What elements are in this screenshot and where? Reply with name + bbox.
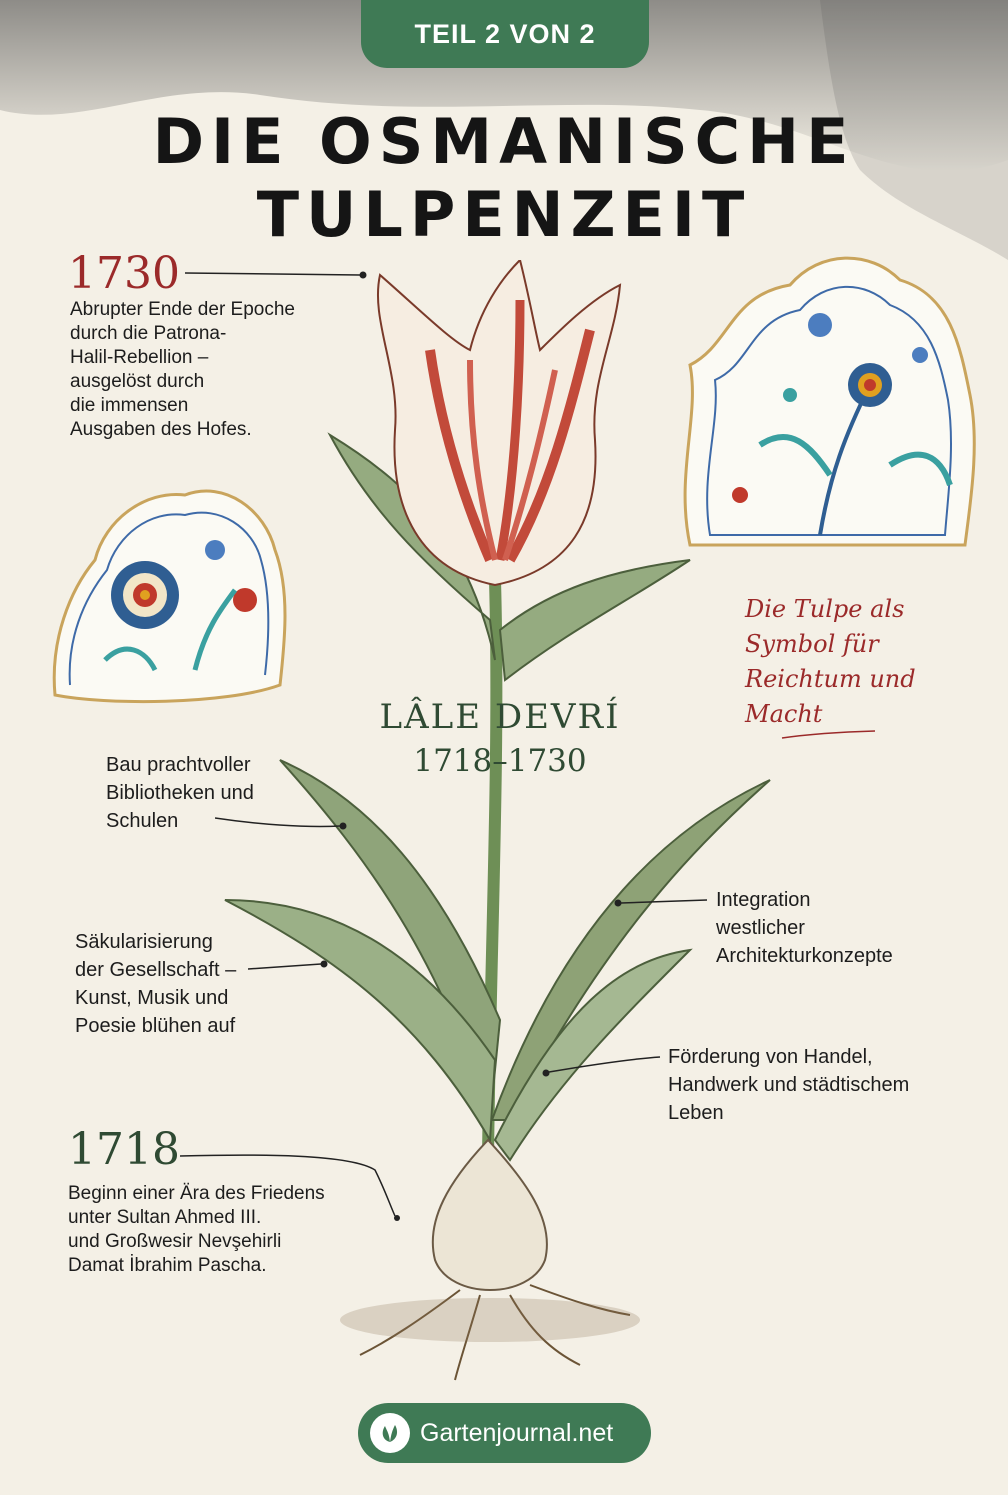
era-years: 1718–1730 [413, 743, 587, 779]
note-western: Integration westlicher Architekturkonzepte [716, 889, 893, 967]
footer-link[interactable] [358, 1403, 651, 1463]
part-badge: TEIL 2 VON 2 [361, 0, 649, 68]
era-label [340, 697, 660, 779]
year-1730: 1730 [68, 248, 180, 299]
footer-site-label: Gartenjournal.net [420, 1418, 614, 1447]
leader-line-secular [248, 957, 333, 975]
title-line-1: DIE OSMANISCHE [152, 105, 856, 178]
note-1730: Abrupter Ende der Epoche durch die Patrona- Halil-Rebellion – ausgelöst durch die immensen Ausgaben des Hofes. [70, 299, 295, 440]
leaf-logo-icon [370, 1413, 410, 1453]
leader-line-trade [540, 1053, 665, 1079]
leader-line-1730 [185, 268, 375, 282]
leader-line-libraries [215, 812, 350, 836]
note-trade: Förderung von Handel, Handwerk und städtischem Leben [668, 1046, 910, 1124]
script-underline [780, 728, 880, 742]
leader-line-western [612, 896, 712, 910]
script-note: Die Tulpe als Symbol für Reichtum und Macht [745, 595, 916, 728]
note-secular: Säkularisierung der Gesellschaft – Kunst, Musik und Poesie blühen auf [75, 931, 237, 1037]
note-libraries: Bau prachtvoller Bibliotheken und Schulen [106, 754, 254, 832]
title-line-2: TULPENZEIT [256, 178, 752, 251]
era-name: LÂLE DEVRÍ [379, 697, 621, 737]
note-1718: Beginn einer Ära des Friedens unter Sultan Ahmed III. und Großwesir Nevşehirli Damat İbrahim Pascha. [68, 1183, 325, 1276]
year-1718: 1718 [68, 1124, 180, 1175]
